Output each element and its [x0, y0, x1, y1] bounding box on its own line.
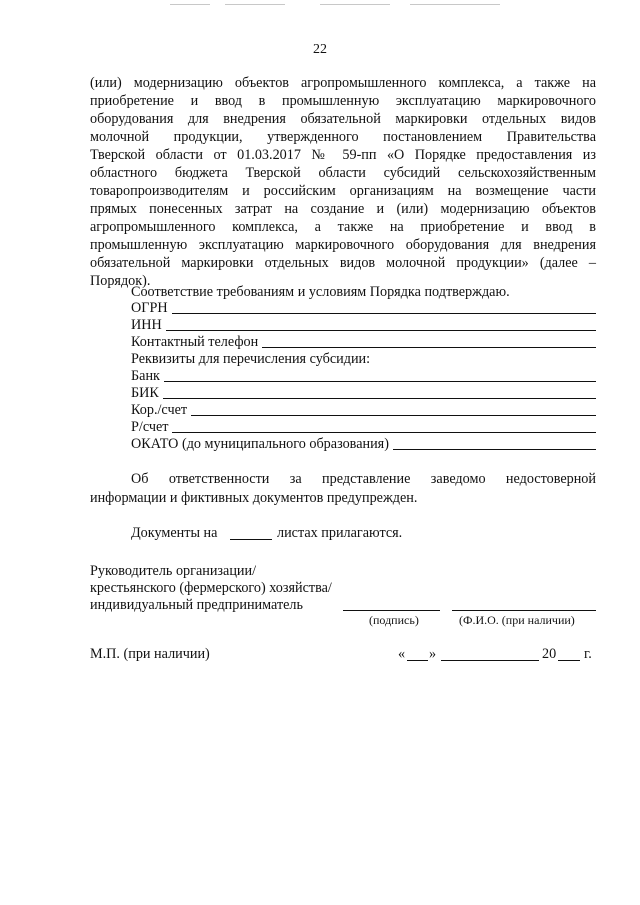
signature-blank[interactable] — [343, 610, 440, 611]
sheets-count-blank[interactable] — [230, 539, 272, 540]
requisites-heading: Реквизиты для перечисления субсидии: — [131, 351, 371, 367]
okato-blank[interactable] — [393, 449, 596, 450]
kor-schet-field[interactable] — [131, 402, 596, 419]
ogrn-blank[interactable] — [172, 313, 596, 314]
signature-caption: (подпись) — [369, 613, 419, 627]
kor-schet-blank[interactable] — [191, 415, 596, 416]
inn-blank[interactable] — [166, 330, 596, 331]
paragraph-line: оборудования для внедрения обязательной маркировки отдельных видов — [90, 111, 596, 127]
okato-field[interactable] — [131, 436, 596, 453]
year-blank[interactable] — [558, 660, 580, 661]
paragraph-line: Порядок). — [90, 273, 151, 289]
ogrn-label: ОГРН — [131, 300, 168, 316]
paragraph-line: Тверской области от 01.03.2017 № 59-пп «О Порядке предоставления из — [90, 147, 596, 163]
year-prefix: 20 — [542, 646, 557, 662]
signer-line: крестьянского (фермерского) хозяйства/ — [90, 580, 332, 596]
r-schet-label: Р/счет — [131, 419, 169, 435]
paragraph-line: областного бюджета Тверской области субсидий сельскохозяйственным — [90, 165, 596, 181]
paragraph-line: приобретение и ввод в промышленную эксплуатацию маркировочного — [90, 93, 596, 109]
responsibility-line: информации и фиктивных документов предупрежден. — [90, 490, 418, 506]
kor-schet-label: Кор./счет — [131, 402, 188, 418]
bank-blank[interactable] — [164, 381, 596, 382]
inn-label: ИНН — [131, 317, 162, 333]
paragraph-line: товаропроизводителям и российским организациям на возмещение части — [90, 183, 596, 199]
bank-label: Банк — [131, 368, 160, 384]
phone-label: Контактный телефон — [131, 334, 259, 350]
ogrn-field[interactable] — [131, 300, 596, 317]
responsibility-line: Об ответственности за представление заведомо недостоверной — [131, 471, 596, 487]
scan-artifact — [170, 4, 500, 6]
r-schet-field[interactable] — [131, 419, 596, 436]
signer-line: Руководитель организации/ — [90, 563, 257, 579]
bik-label: БИК — [131, 385, 159, 401]
day-blank[interactable] — [407, 660, 428, 661]
signer-line: индивидуальный предприниматель — [90, 597, 303, 613]
confirmation-text: Соответствие требованиям и условиям Порядка подтверждаю. — [131, 284, 510, 300]
r-schet-blank[interactable] — [172, 432, 596, 433]
bik-field[interactable] — [131, 385, 596, 402]
paragraph-line: молочной продукции, утвержденного постановлением Правительства — [90, 129, 596, 145]
month-blank[interactable] — [441, 660, 539, 661]
fio-blank[interactable] — [452, 610, 596, 611]
date-close-quote: » — [429, 646, 437, 662]
year-suffix: г. — [584, 646, 592, 662]
paragraph-line: обязательной маркировки отдельных видов молочной продукции» (далее – — [90, 255, 596, 271]
phone-field[interactable] — [131, 334, 596, 351]
stamp-note: М.П. (при наличии) — [90, 646, 210, 662]
paragraph-line: прямых понесенных затрат на создание и (или) модернизацию объектов — [90, 201, 596, 217]
paragraph-line: (или) модернизацию объектов агропромышленного комплекса, а также на — [90, 75, 596, 91]
page-number: 22 — [313, 42, 327, 57]
bik-blank[interactable] — [163, 398, 596, 399]
paragraph-line: агропромышленного комплекса, а также на приобретение и ввод в — [90, 219, 596, 235]
fio-caption: (Ф.И.О. (при наличии) — [459, 613, 575, 627]
inn-field[interactable] — [131, 317, 596, 334]
okato-label: ОКАТО (до муниципального образования) — [131, 436, 389, 452]
documents-prefix: Документы на — [131, 525, 218, 541]
phone-blank[interactable] — [262, 347, 596, 348]
paragraph-line: промышленную эксплуатацию маркировочного оборудования для внедрения — [90, 237, 596, 253]
documents-suffix: листах прилагаются. — [277, 525, 403, 541]
bank-field[interactable] — [131, 368, 596, 385]
date-open-quote: « — [398, 646, 406, 662]
